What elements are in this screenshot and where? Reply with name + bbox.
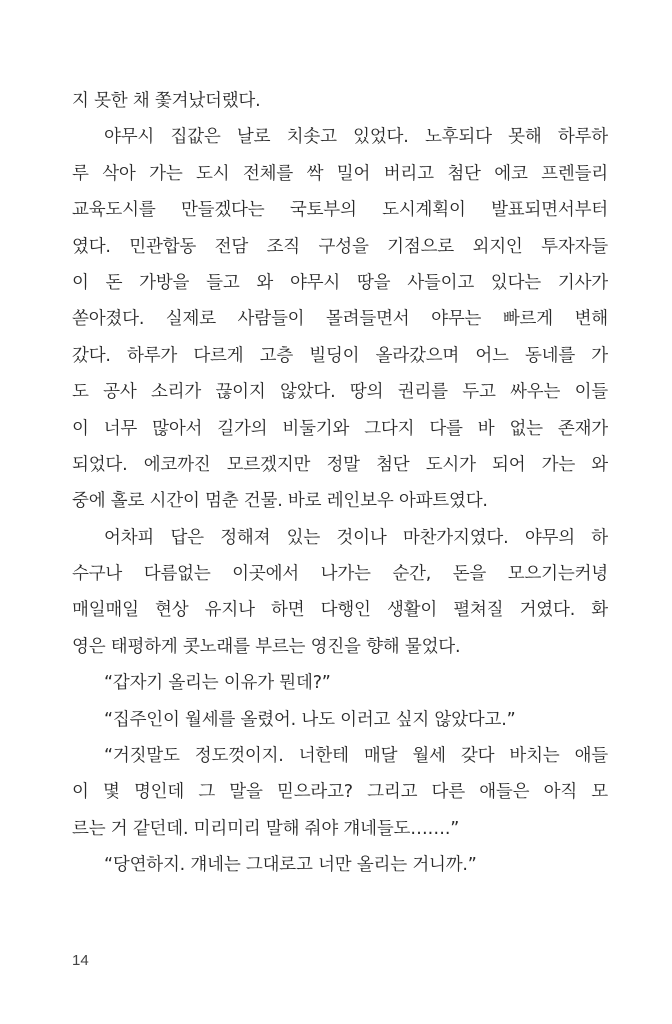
text-line: 어차피 답은 정해져 있는 것이나 마찬가지였다. 야무의 하: [104, 527, 608, 548]
dialogue-line: 르는 거 같던데. 미리미리 말해 줘야 걔네들도…….”: [72, 818, 460, 839]
text-line: 도 공사 소리가 끊이지 않았다. 땅의 권리를 두고 싸우는 이들: [72, 382, 608, 403]
dialogue-line: “당연하지. 걔네는 그대로고 너만 올리는 거니까.”: [104, 855, 477, 876]
text-line: 중에 홀로 시간이 멈춘 건물. 바로 레인보우 아파트였다.: [72, 491, 488, 512]
page-number: 14: [72, 952, 89, 969]
text-line: 교육도시를 만들겠다는 국토부의 도시계획이 발표되면서부터: [72, 200, 608, 221]
dialogue-line: “거짓말도 정도껏이지. 너한테 매달 월세 갖다 바치는 애들: [104, 746, 608, 767]
text-line: 루 삭아 가는 도시 전체를 싹 밀어 버리고 첨단 에코 프렌들리: [72, 163, 608, 184]
text-line: 수구나 다름없는 이곳에서 나가는 순간, 돈을 모으기는커녕: [72, 564, 608, 585]
text-line: 영은 태평하게 콧노래를 부르는 영진을 향해 물었다.: [72, 636, 461, 657]
text-line: 되었다. 에코까진 모르겠지만 정말 첨단 도시가 되어 가는 와: [72, 454, 608, 475]
text-line: 이 돈 가방을 들고 와 야무시 땅을 사들이고 있다는 기사가: [72, 272, 608, 293]
text-line: 이 너무 많아서 길가의 비둘기와 그다지 다를 바 없는 존재가: [72, 418, 608, 439]
text-line: 지 못한 채 쫓겨났더랬다.: [72, 91, 261, 111]
dialogue-line: “갑자기 올리는 이유가 뭔데?”: [104, 673, 331, 694]
text-line: 갔다. 하루가 다르게 고층 빌딩이 올라갔으며 어느 동네를 가: [72, 345, 608, 366]
dialogue-line: “집주인이 월세를 올렸어. 나도 이러고 싶지 않았다고.”: [104, 709, 516, 730]
dialogue-line: 이 몇 명인데 그 말을 믿으라고? 그리고 다른 애들은 아직 모: [72, 782, 608, 803]
page-body-text: [72, 83, 608, 884]
text-line: 매일매일 현상 유지나 하면 다행인 생활이 펼쳐질 거였다. 화: [72, 600, 608, 621]
text-line: 였다. 민관합동 전담 조직 구성을 기점으로 외지인 투자자들: [72, 236, 608, 257]
text-line: 쏟아졌다. 실제로 사람들이 몰려들면서 야무는 빠르게 변해: [72, 309, 608, 330]
text-line: 야무시 집값은 날로 치솟고 있었다. 노후되다 못해 하루하: [104, 127, 608, 148]
